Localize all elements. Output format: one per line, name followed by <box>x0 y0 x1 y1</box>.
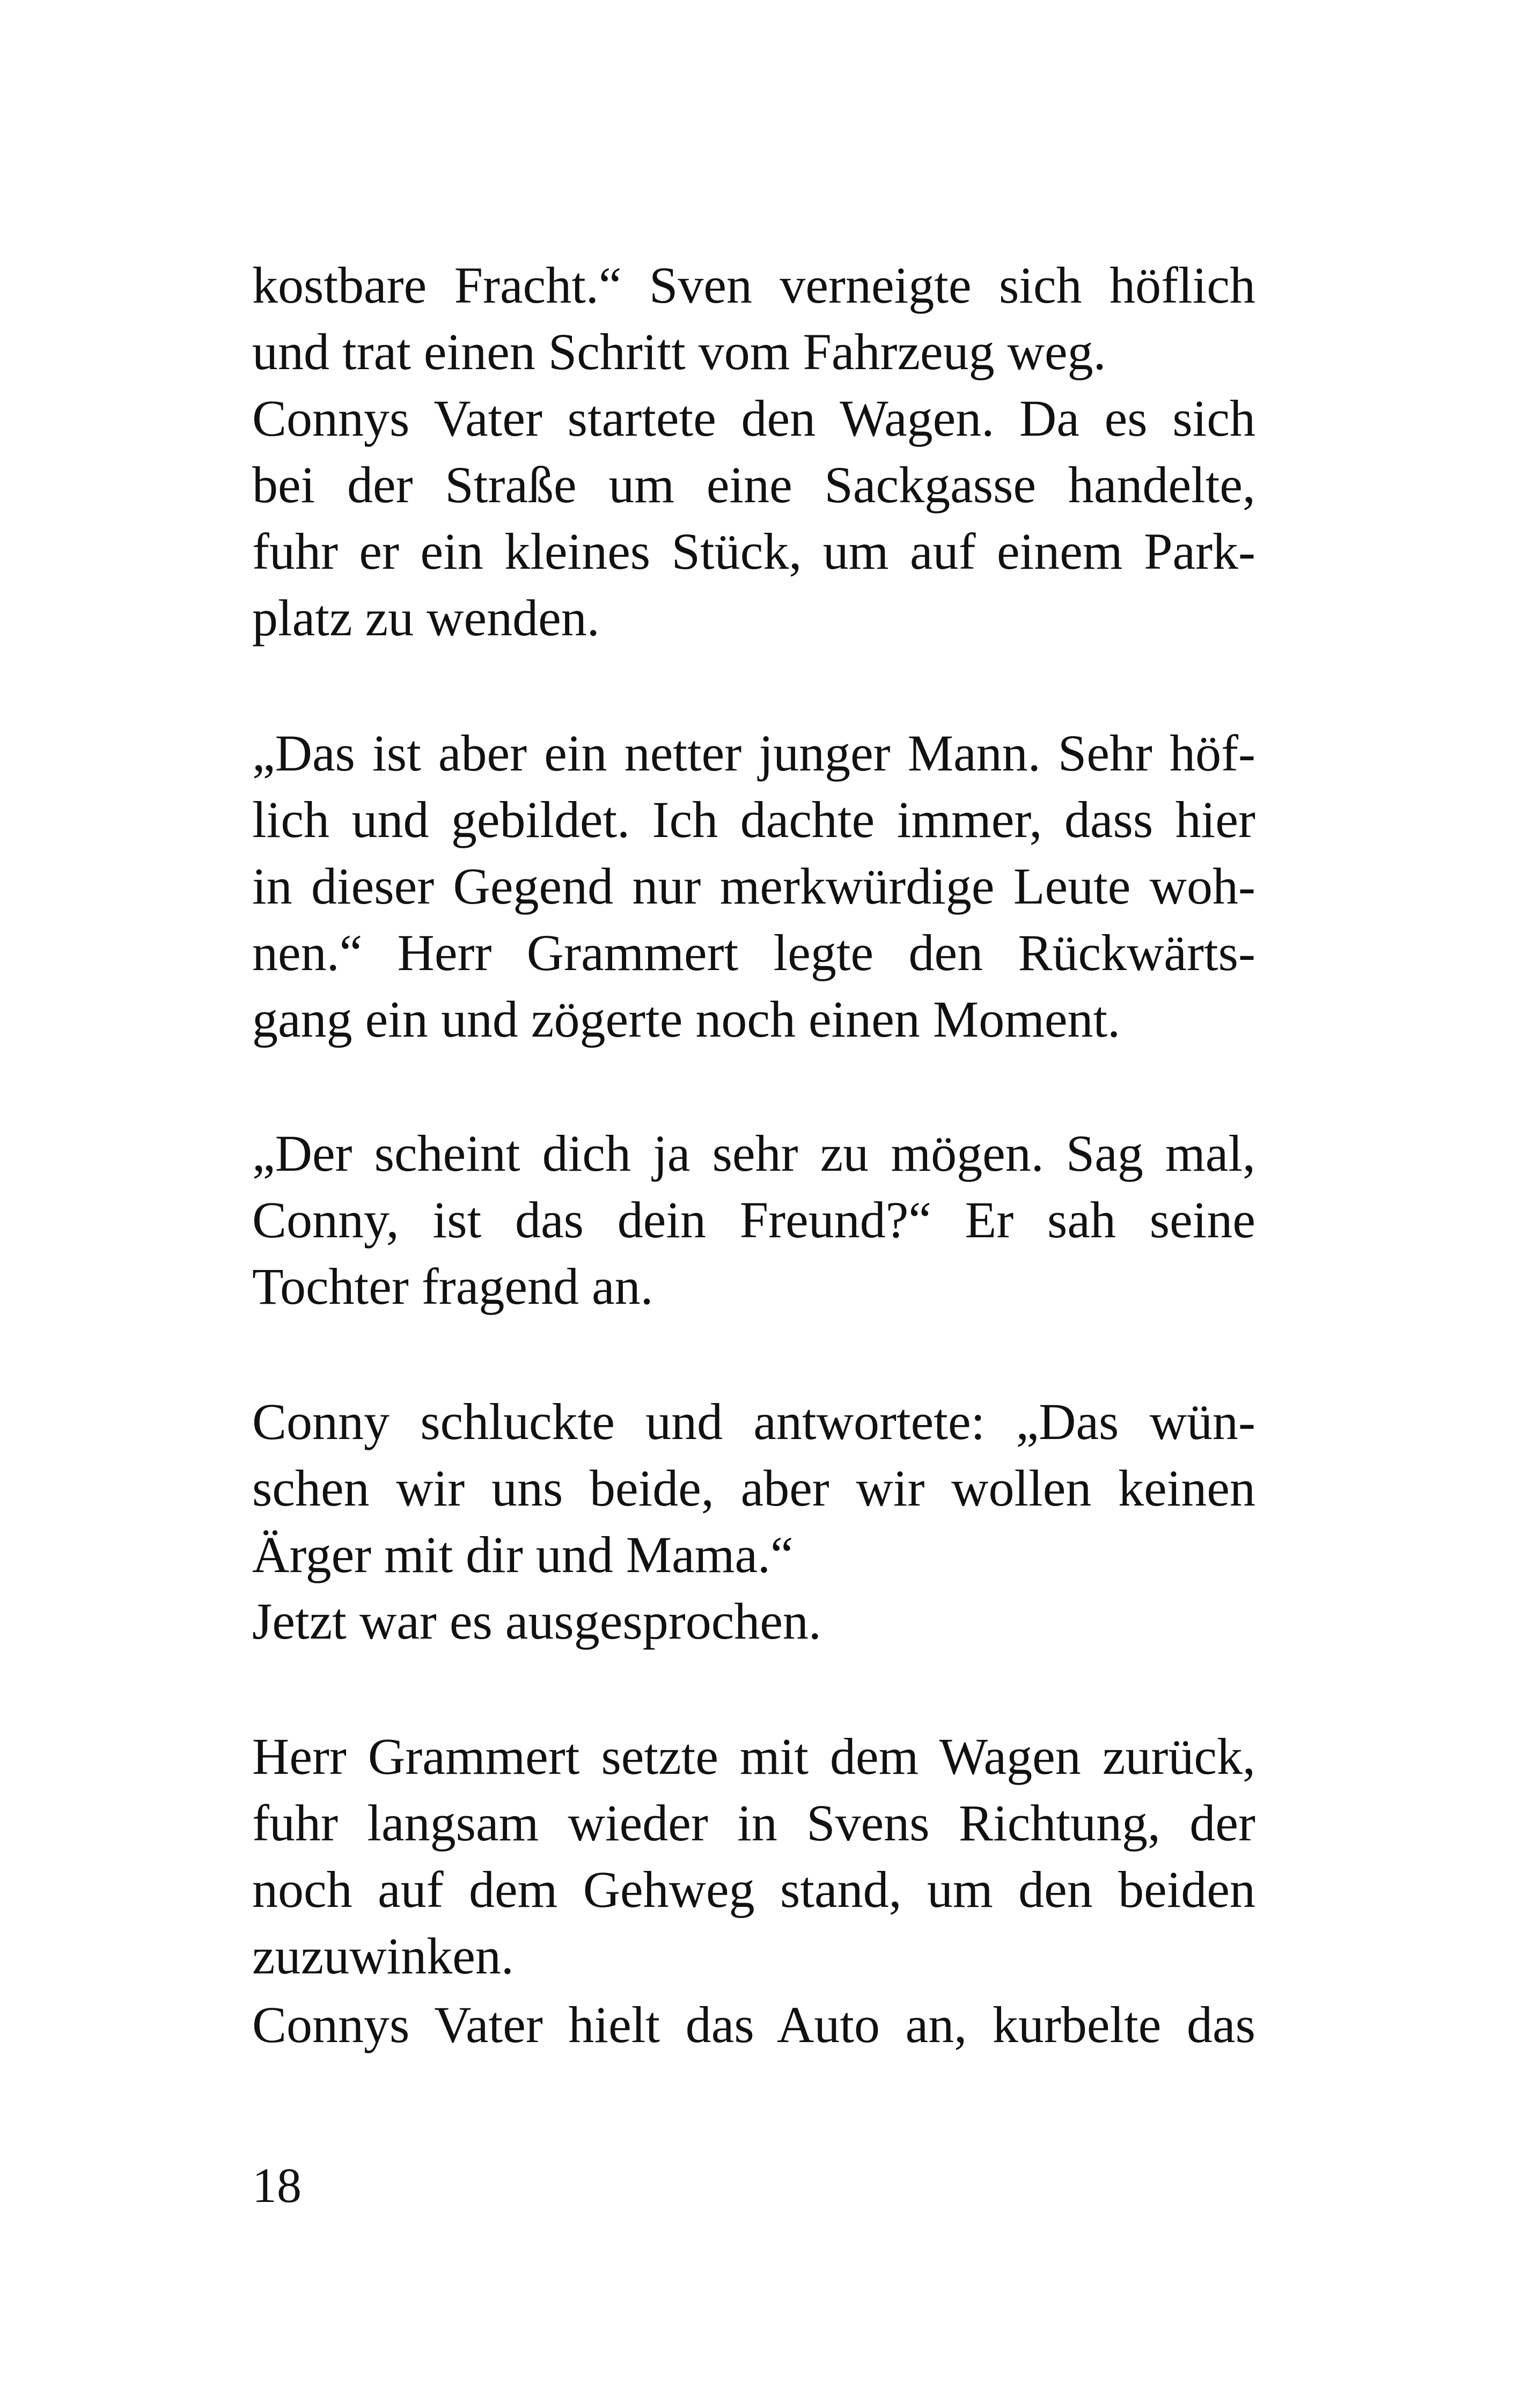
text-line: zuzuwinken. <box>252 1927 514 1985</box>
paragraph-3 <box>252 1120 1255 1320</box>
text-line: nen.“ Herr Grammert legte den Rückwärts- <box>252 924 1255 981</box>
paragraph-4 <box>252 1389 1255 1655</box>
paragraph-1 <box>252 252 1255 651</box>
text-line: kostbare Fracht.“ Sven verneigte sich höflich <box>252 256 1255 314</box>
text-line: „Der scheint dich ja sehr zu mögen. Sag mal, <box>252 1125 1255 1182</box>
text-line: schen wir uns beide, aber wir wollen keinen <box>252 1459 1255 1517</box>
paragraph-6 <box>252 1992 1255 2058</box>
text-line: Conny schluckte und antwortete: „Das wün- <box>252 1393 1255 1450</box>
text-line: Connys Vater startete den Wagen. Da es sich <box>252 390 1255 447</box>
text-line: Tochter fragend an. <box>252 1258 653 1315</box>
text-line: „Das ist aber ein netter junger Mann. Sehr höf- <box>252 724 1255 782</box>
text-line: gang ein und zögerte noch einen Moment. <box>252 990 1121 1048</box>
text-line: platz zu wenden. <box>252 589 600 647</box>
text-line: und trat einen Schritt vom Fahrzeug weg. <box>252 323 1106 380</box>
text-line: Jetzt war es ausgesprochen. <box>252 1592 821 1650</box>
text-line: Connys Vater hielt das Auto an, kurbelte das <box>252 1996 1255 2053</box>
text-line: Herr Grammert setzte mit dem Wagen zurück, <box>252 1728 1255 1785</box>
text-line: Conny, ist das dein Freund?“ Er sah seine <box>252 1191 1255 1249</box>
text-line: fuhr er ein kleines Stück, um auf einem Park- <box>252 523 1255 580</box>
paragraph-2 <box>252 720 1255 1053</box>
text-line: fuhr langsam wieder in Svens Richtung, der <box>252 1794 1255 1852</box>
text-line: Ärger mit dir und Mama.“ <box>252 1526 793 1583</box>
text-line: bei der Straße um eine Sackgasse handelte, <box>252 456 1255 513</box>
text-line: lich und gebildet. Ich dachte immer, dass hier <box>252 791 1255 848</box>
text-line: noch auf dem Gehweg stand, um den beiden <box>252 1861 1255 1918</box>
text-line: in dieser Gegend nur merkwürdige Leute woh- <box>252 857 1255 915</box>
paragraph-5 <box>252 1723 1255 1989</box>
page-number: 18 <box>252 2158 302 2213</box>
